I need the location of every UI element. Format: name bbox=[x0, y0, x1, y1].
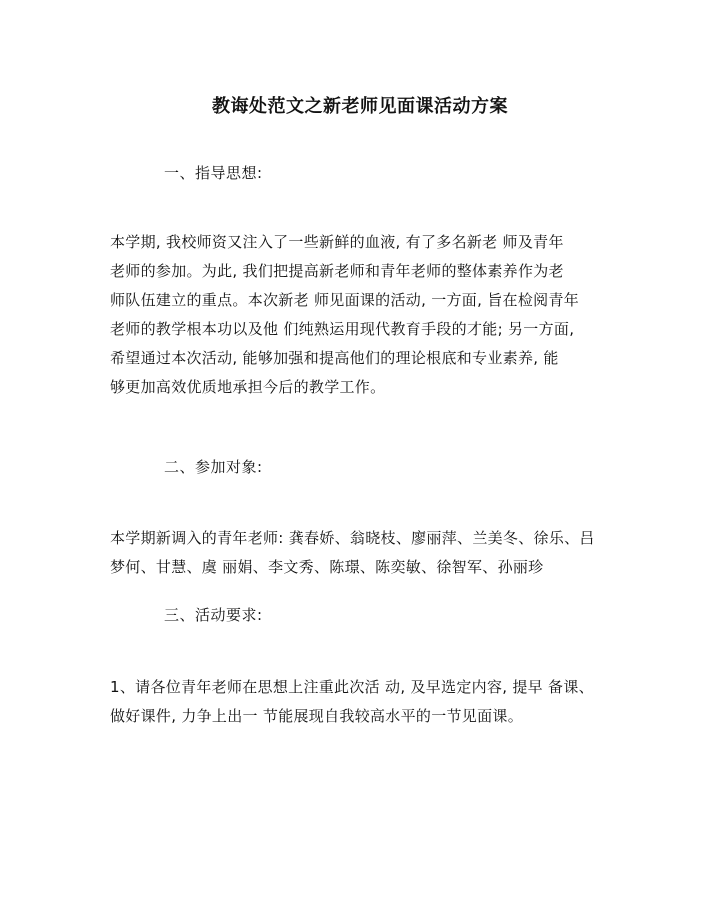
paragraph-line: 做好课件, 力争上出一 节能展现自我较高水平的一节见面课。 bbox=[110, 707, 524, 725]
paragraph-line: 梦何、甘慧、虞 丽娟、李文秀、陈璟、陈奕敏、徐智军、孙丽珍 bbox=[110, 558, 544, 576]
section-paragraph-guiding-ideology bbox=[110, 228, 612, 402]
section-paragraph-requirements bbox=[110, 673, 612, 731]
section-paragraph-participants bbox=[110, 524, 612, 582]
paragraph-line: 够更加高效优质地承担今后的教学工作。 bbox=[110, 378, 386, 396]
paragraph-line: 老师的参加。为此, 我们把提高新老师和青年老师的整体素养作为老 bbox=[110, 262, 564, 280]
paragraph-line: 本学期新调入的青年老师: 龚春娇、翁晓枝、廖丽萍、兰美冬、徐乐、吕 bbox=[110, 529, 595, 547]
paragraph-line: 老师的教学根本功以及他 们纯熟运用现代教育手段的才能; 另一方面, bbox=[110, 320, 575, 338]
section-heading-participants: 二、参加对象: bbox=[164, 458, 263, 476]
section-heading-requirements: 三、活动要求: bbox=[164, 606, 263, 624]
document-title: 教诲处范文之新老师见面课活动方案 bbox=[212, 96, 508, 117]
paragraph-line: 1、请各位青年老师在思想上注重此次活 动, 及早选定内容, 提早 备课、 bbox=[110, 678, 594, 696]
paragraph-line: 希望通过本次活动, 能够加强和提高他们的理论根底和专业素养, 能 bbox=[110, 349, 559, 367]
paragraph-line: 师队伍建立的重点。本次新老 师见面课的活动, 一方面, 旨在检阅青年 bbox=[110, 291, 580, 309]
paragraph-line: 本学期, 我校师资又注入了一些新鲜的血液, 有了多名新老 师及青年 bbox=[110, 233, 564, 251]
section-heading-guiding-ideology: 一、指导思想: bbox=[164, 164, 263, 182]
